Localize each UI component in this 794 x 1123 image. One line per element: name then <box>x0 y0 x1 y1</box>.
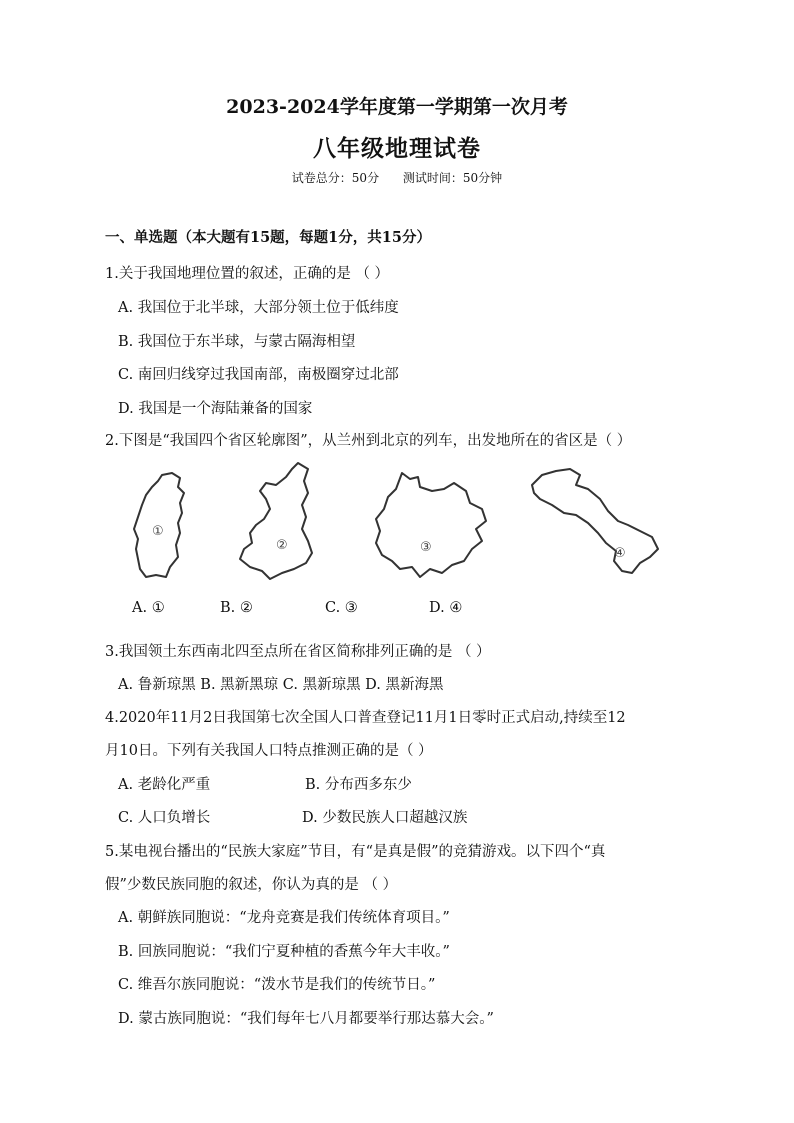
test-time: 测试时间：50分钟 <box>402 171 503 185</box>
question-4-stem-line1: 4.2020年11月2日我国第七次全国人口普查登记11月1日零时正式启动,持续至12 <box>105 710 626 726</box>
province-map-1 <box>132 469 192 581</box>
map-label-3: ③ <box>420 540 432 555</box>
question-1-option-b: B. 我国位于东半球，与蒙古隔海相望 <box>118 334 356 350</box>
map-label-2: ② <box>276 538 288 553</box>
question-4-option-c: C. 人口负增长 <box>118 810 211 826</box>
question-2-option-c: C. ③ <box>325 600 358 616</box>
exam-meta <box>0 169 794 186</box>
question-5-option-b: B. 回族同胞说：“我们宁夏种植的香蕉今年大丰收。” <box>118 944 450 960</box>
question-1-option-c: C. 南回归线穿过我国南部，南极圈穿过北部 <box>118 367 399 383</box>
question-4-stem-line2: 月10日。下列有关我国人口特点推测正确的是（ ） <box>105 743 433 759</box>
question-2-option-d: D. ④ <box>429 600 463 616</box>
question-5-stem-line1: 5.某电视台播出的“民族大家庭”节目，有“是真是假”的竞猜游戏。以下四个“真 <box>105 844 606 860</box>
question-4-option-a: A. 老龄化严重 <box>118 777 211 793</box>
question-3-options: A. 鲁新琼黑 B. 黑新黑琼 C. 黑新琼黑 D. 黑新海黑 <box>118 677 444 693</box>
exam-subtitle: 八年级地理试卷 <box>313 135 481 162</box>
province-outline-maps <box>118 455 678 590</box>
map-label-1: ① <box>152 524 164 539</box>
province-map-2 <box>236 459 316 585</box>
map-label-4: ④ <box>614 546 626 561</box>
question-5-option-c: C. 维吾尔族同胞说：“泼水节是我们的传统节日。” <box>118 977 436 993</box>
question-1-option-a: A. 我国位于北半球，大部分领土位于低纬度 <box>118 300 399 316</box>
question-1-option-d: D. 我国是一个海陆兼备的国家 <box>118 401 313 417</box>
question-5-option-d: D. 蒙古族同胞说：“我们每年七八月都要举行那达慕大会。” <box>118 1011 494 1027</box>
question-3-stem: 3.我国领土东西南北四至点所在省区简称排列正确的是 （ ） <box>105 644 491 660</box>
question-5-stem-line2: 假”少数民族同胞的叙述，你认为真的是 （ ） <box>105 877 398 893</box>
question-4-option-b: B. 分布西多东少 <box>305 777 412 793</box>
province-map-4 <box>528 465 663 580</box>
section-heading: 一、单选题（本大题有15题，每题1分，共15分） <box>105 229 431 246</box>
question-2-stem: 2.下图是“我国四个省区轮廓图”，从兰州到北京的列车，出发地所在的省区是（ ） <box>105 433 632 449</box>
question-2-option-b: B. ② <box>220 600 253 616</box>
question-4-option-d: D. 少数民族人口超越汉族 <box>302 810 468 826</box>
total-score: 试卷总分：50分 <box>291 171 380 185</box>
province-map-3 <box>372 469 492 581</box>
question-2-option-a: A. ① <box>132 600 165 616</box>
question-1-stem: 1.关于我国地理位置的叙述，正确的是 （ ） <box>105 266 390 282</box>
question-5-option-a: A. 朝鲜族同胞说：“龙舟竞赛是我们传统体育项目。” <box>118 910 450 926</box>
exam-title: 2023-2024学年度第一学期第一次月考 <box>226 96 568 118</box>
